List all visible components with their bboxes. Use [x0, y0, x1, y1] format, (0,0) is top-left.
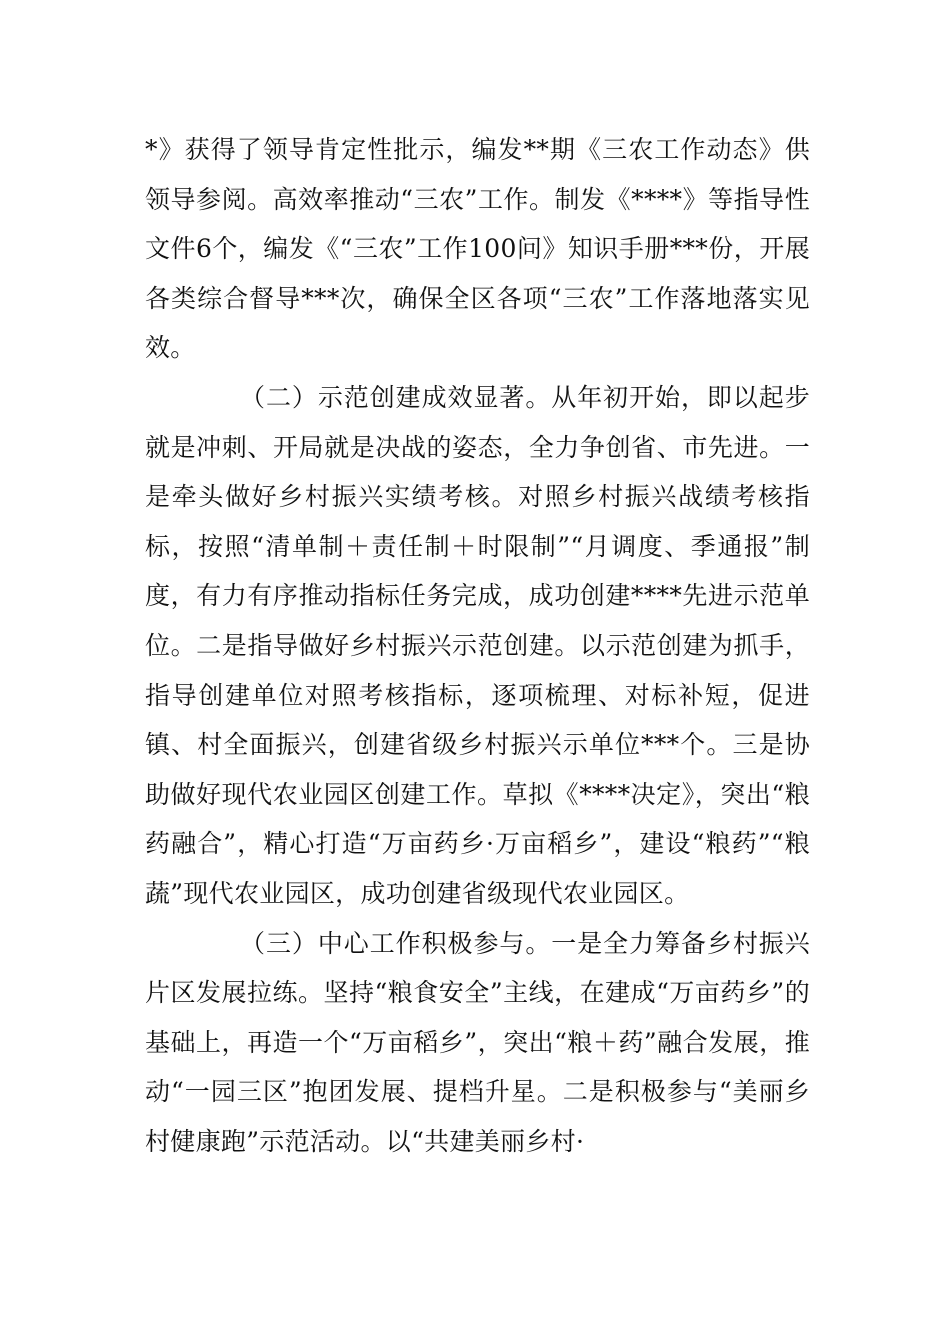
paragraph-section-3: （三）中心工作积极参与。一是全力筹备乡村振兴片区发展拉练。坚持“粮食安全”主线，在建成“万亩药乡”的基础上，再造一个“万亩稻乡”，突出“粮＋药”融合发展，推动“一园三区”抱团发展、提档升星。二是积极参与“美丽乡村健康跑”示范活动。以“共建美丽乡村· [145, 928, 810, 1156]
paragraph-section-2: （二）示范创建成效显著。从年初开始，即以起步就是冲刺、开局就是决战的姿态，全力争创省、市先进。一是牵头做好乡村振兴实绩考核。对照乡村振兴战绩考核指标，按照“清单制＋责任制＋时限制”“月调度、季通报”制度，有力有序推动指标任务完成，成功创建****先进示范单位。二是指导做好乡村振兴示范创建。以示范创建为抓手，指导创建单位对照考核指标，逐项梳理、对标补短，促进镇、村全面振兴，创建省级乡村振兴示单位***个。三是协助做好现代农业园区创建工作。草拟《****决定》，突出“粮药融合”，精心打造“万亩药乡·万亩稻乡”，建设“粮药”“粮蔬”现代农业园区，成功创建省级现代农业园区。 [145, 382, 810, 908]
document-body [145, 125, 810, 1166]
paragraph-continuation: *》获得了领导肯定性批示，编发**期《三农工作动态》供领导参阅。高效率推动“三农”工作。制发《****》等指导性文件6个，编发《“三农”工作100问》知识手册***份，开展各类综合督导***次，确保全区各项“三农”工作落地落实见效。 [145, 135, 810, 363]
